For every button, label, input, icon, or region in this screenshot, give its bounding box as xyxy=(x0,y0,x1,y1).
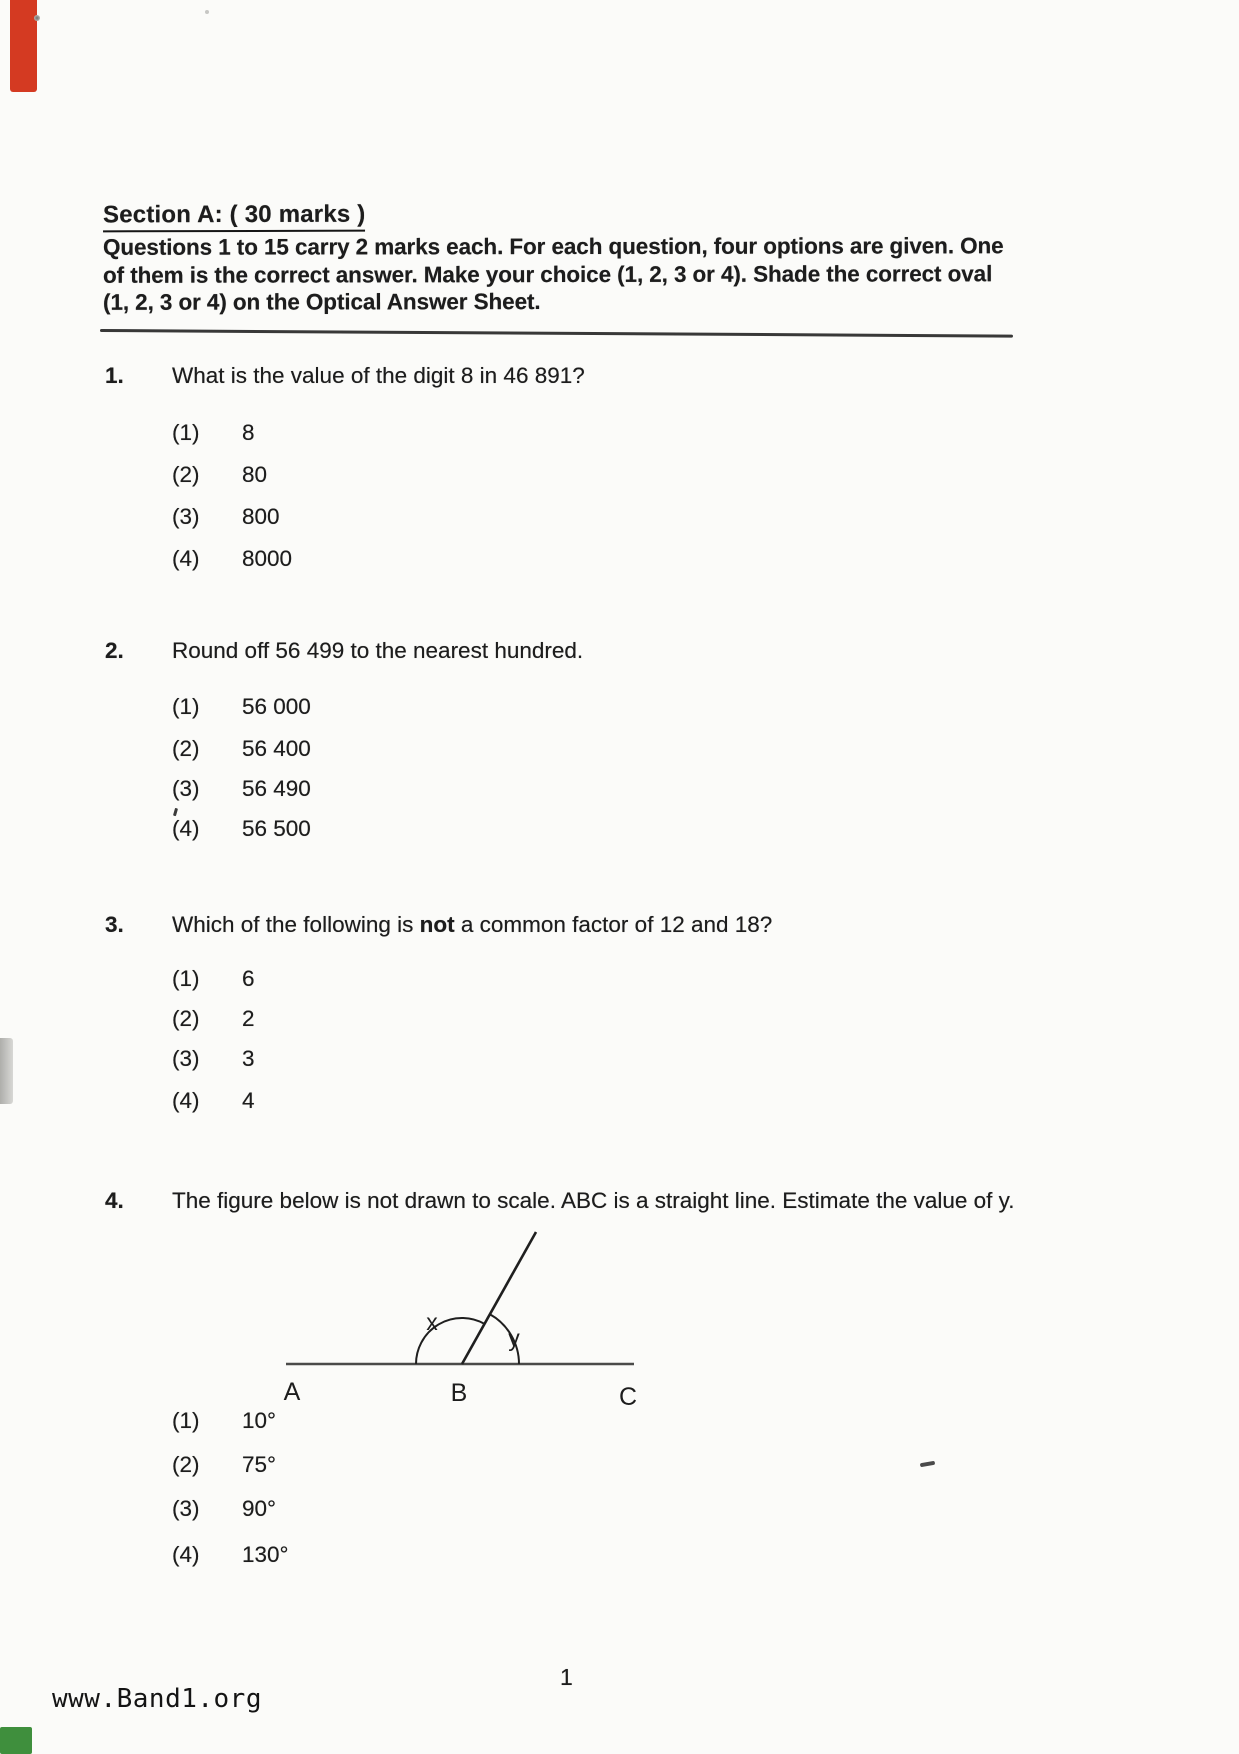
option-value: 8000 xyxy=(242,546,293,571)
instruction-line: Questions 1 to 15 carry 2 marks each. For each question, four options are given. One xyxy=(102,233,1004,260)
question-text: The figure below is not drawn to scale. ABC is a straight line. Estimate the value of y. xyxy=(172,1188,1015,1213)
instruction-line: of them is the correct answer. Make your choice (1, 2, 3 or 4). Shade the correct oval xyxy=(102,260,993,288)
option-label: (1) xyxy=(172,694,200,719)
angle-diagram-svg xyxy=(246,1218,676,1408)
option-label: (3) xyxy=(172,776,200,801)
question-text: Round off 56 499 to the nearest hundred. xyxy=(172,638,584,663)
question-number: 2. xyxy=(105,638,124,663)
option-label: (2) xyxy=(172,462,200,487)
option-label: (2) xyxy=(172,1452,200,1477)
option-label: (3) xyxy=(172,504,200,529)
option-value: 10° xyxy=(242,1408,277,1433)
point-c-label: C xyxy=(618,1383,638,1408)
scan-speck xyxy=(205,10,209,14)
option-label: (3) xyxy=(172,1046,200,1071)
angle-x-label: x xyxy=(426,1309,438,1335)
scan-dash-mark xyxy=(920,1461,935,1468)
scan-edge-green-patch xyxy=(0,1727,32,1754)
option-label: (4) xyxy=(172,816,200,841)
option-label: (2) xyxy=(172,1006,200,1031)
option-value: 80 xyxy=(242,462,268,487)
section-divider-line xyxy=(100,329,1013,338)
option-value: 75° xyxy=(242,1452,277,1477)
instruction-line: (1, 2, 3 or 4) on the Optical Answer Sheet. xyxy=(103,289,541,315)
watermark-url: www.Band1.org xyxy=(52,1684,262,1714)
scan-tick-mark xyxy=(173,808,178,816)
option-value: 2 xyxy=(242,1006,255,1031)
question-text: What is the value of the digit 8 in 46 891? xyxy=(172,363,585,388)
option-value: 800 xyxy=(242,504,280,529)
option-value: 6 xyxy=(242,966,255,991)
section-heading: Section A: ( 30 marks ) xyxy=(103,201,366,233)
option-value: 56 400 xyxy=(242,736,311,761)
section-instructions xyxy=(103,232,1033,316)
option-value: 3 xyxy=(242,1046,255,1071)
option-label: (1) xyxy=(172,420,200,445)
figure-angle-diagram xyxy=(246,1218,676,1408)
question-text: Which of the following is not a common factor of 12 and 18? xyxy=(172,912,773,937)
ray-from-b xyxy=(462,1232,536,1364)
question-number: 4. xyxy=(105,1188,124,1213)
option-label: (4) xyxy=(172,546,200,571)
option-label: (1) xyxy=(172,1408,200,1433)
angle-y-label: y xyxy=(508,1325,520,1351)
question-number: 3. xyxy=(105,912,124,937)
point-a-label: A xyxy=(283,1378,301,1406)
page-number: 1 xyxy=(560,1664,573,1690)
option-value: 4 xyxy=(242,1088,255,1113)
option-value: 56 000 xyxy=(242,694,311,719)
scan-edge-gray-mark xyxy=(0,1038,13,1104)
option-label: (1) xyxy=(172,966,200,991)
scan-speck xyxy=(34,15,40,21)
option-value: 56 490 xyxy=(242,776,311,801)
option-value: 130° xyxy=(242,1542,289,1567)
question-number: 1. xyxy=(105,363,124,388)
option-label: (4) xyxy=(172,1542,200,1567)
option-label: (2) xyxy=(172,736,200,761)
option-value: 90° xyxy=(242,1496,277,1521)
option-value: 8 xyxy=(242,420,255,445)
option-value: 56 500 xyxy=(242,816,311,841)
option-label: (4) xyxy=(172,1088,200,1113)
point-b-label: B xyxy=(450,1379,468,1407)
scan-edge-red-bar xyxy=(10,0,37,92)
option-label: (3) xyxy=(172,1496,200,1521)
